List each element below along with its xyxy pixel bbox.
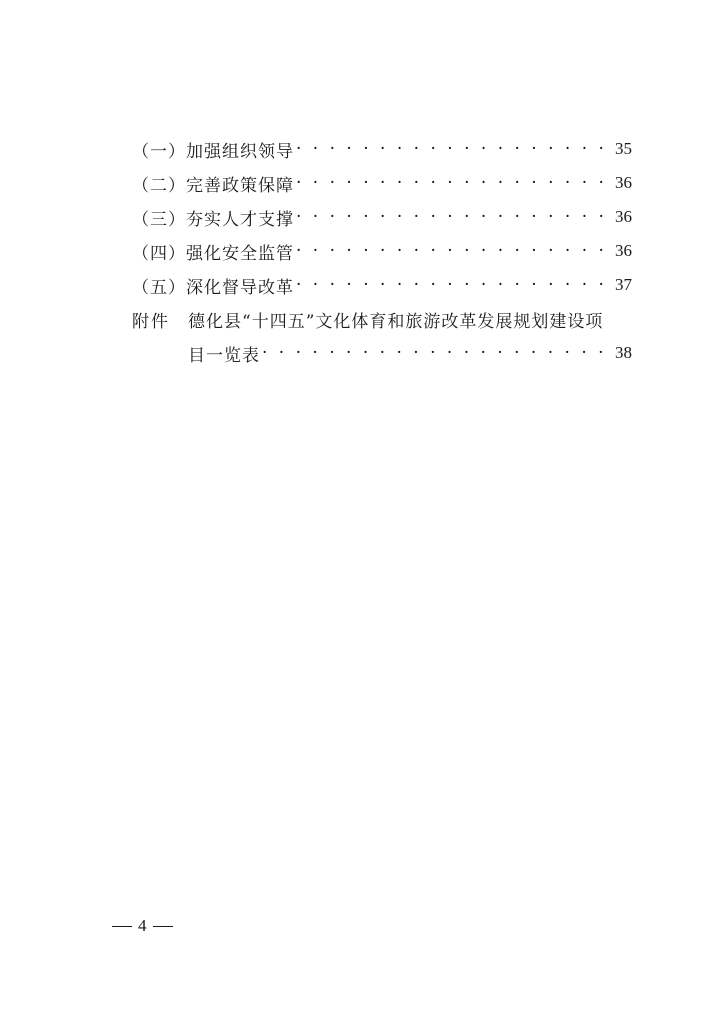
toc-entry-title: 完善政策保障	[186, 175, 294, 196]
toc-entry[interactable]	[132, 200, 632, 234]
dot-leader	[262, 343, 613, 363]
toc-entry-page: 36	[615, 173, 632, 192]
toc-appendix-entry[interactable]	[132, 302, 632, 336]
page-number-footer	[112, 916, 173, 936]
toc-entry-number: （四）	[132, 243, 186, 264]
toc-entry-number: （五）	[132, 277, 186, 298]
toc-entry-title: 深化督导改革	[186, 277, 294, 298]
toc-entry-page: 35	[615, 139, 632, 158]
table-of-contents	[132, 132, 632, 370]
appendix-title-line1: 德化县“十四五”文化体育和旅游改革发展规划建设项	[188, 311, 604, 332]
toc-entry-number: （一）	[132, 141, 186, 162]
toc-entry-title: 加强组织领导	[186, 141, 294, 162]
dash-right	[153, 926, 173, 927]
dot-leader	[296, 173, 613, 193]
dot-leader	[296, 241, 613, 261]
dot-leader	[296, 275, 613, 295]
toc-entry-title: 强化安全监管	[186, 243, 294, 264]
toc-entry-number: （三）	[132, 209, 186, 230]
toc-entry[interactable]	[132, 234, 632, 268]
toc-entry-number: （二）	[132, 175, 186, 196]
dash-left	[112, 926, 132, 927]
toc-entry-title: 夯实人才支撑	[186, 209, 294, 230]
toc-entry[interactable]	[132, 166, 632, 200]
toc-entry-page: 36	[615, 241, 632, 260]
toc-entry[interactable]	[132, 132, 632, 166]
toc-entry-page: 36	[615, 207, 632, 226]
appendix-title-line2: 目一览表	[188, 345, 260, 366]
dot-leader	[296, 207, 613, 227]
appendix-page: 38	[615, 343, 632, 362]
page-number: 4	[138, 916, 147, 935]
toc-entry[interactable]	[132, 268, 632, 302]
toc-appendix-entry-continued[interactable]	[132, 336, 632, 370]
dot-leader	[296, 139, 613, 159]
toc-entry-page: 37	[615, 275, 632, 294]
appendix-label: 附件	[132, 311, 170, 332]
